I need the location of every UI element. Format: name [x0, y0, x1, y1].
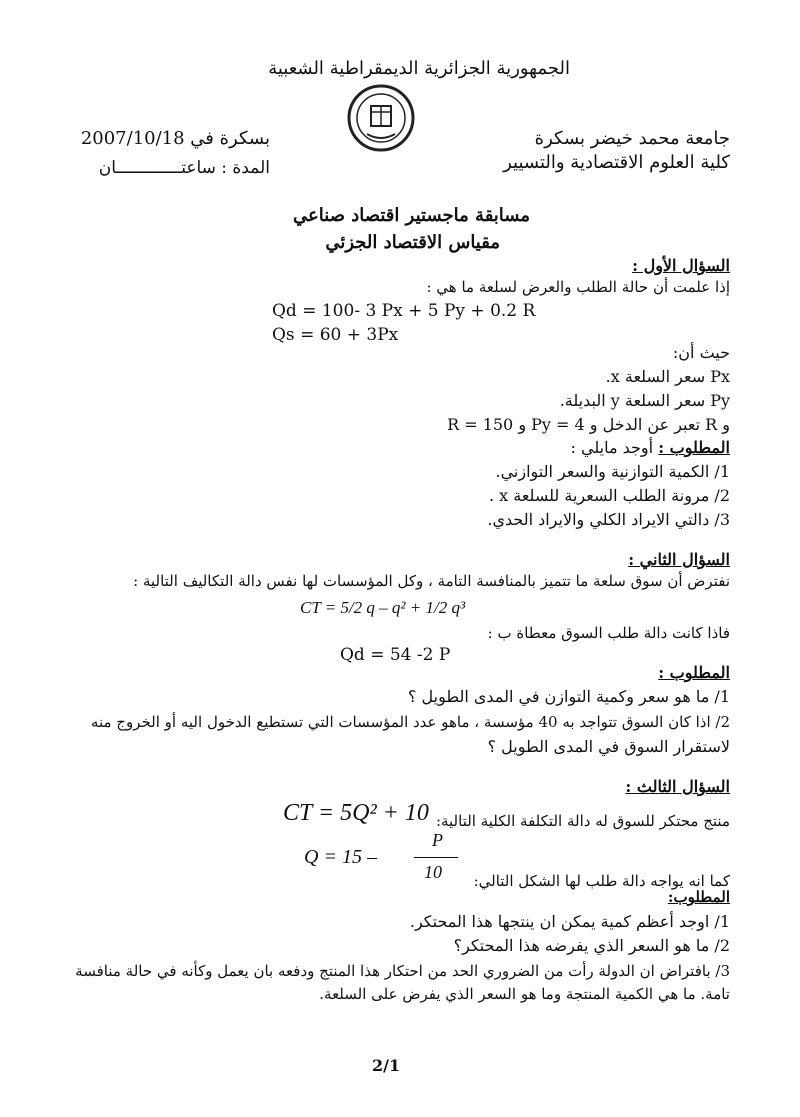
exam-subject: مقياس الاقتصاد الجزئي	[325, 232, 500, 253]
faculty-name: كلية العلوم الاقتصادية والتسيير	[503, 152, 730, 173]
q2-heading: السؤال الثاني :	[628, 550, 730, 569]
q3-demand-numerator: P	[432, 830, 443, 850]
q1-def-py: Py سعر السلعة y البديلة.	[559, 391, 730, 410]
q3-item-3-cont: تامة. ما هي الكمية المنتجة وما هو السعر الذي يفرض على السلعة.	[319, 985, 730, 1003]
q2-cost-function: CT = 5/2 q – q² + 1/2 q³	[300, 598, 466, 617]
q1-item-2: 2/ مرونة الطلب السعرية للسلعة x .	[488, 486, 730, 505]
university-logo-icon	[340, 82, 422, 154]
q3-item-1: 1/ اوجد أعظم كمية يمكن ان ينتجها هذا المحتكر.	[409, 912, 730, 931]
q3-heading: السؤال الثالث :	[625, 777, 730, 796]
q1-required-text: أوجد مايلي :	[570, 438, 654, 457]
exam-duration: المدة : ساعتـــــــــــــان	[98, 158, 270, 178]
page-number: 2/1	[372, 1056, 401, 1075]
q3-required-label: المطلوب:	[667, 888, 730, 906]
exam-title: مسابقة ماجستير اقتصاد صناعي	[293, 205, 530, 226]
university-name: جامعة محمد خيضر بسكرة	[534, 128, 730, 149]
place-date: بسكرة في 2007/10/18	[80, 128, 270, 149]
q2-demand-function: Qd = 54 -2 P	[340, 645, 451, 665]
q2-intro: نفترض أن سوق سلعة ما تتميز بالمنافسة التامة ، وكل المؤسسات لها نفس دالة التكاليف التالية :	[133, 572, 730, 590]
q1-supply-equation: Qs = 60 + 3Px	[272, 325, 399, 345]
q1-item-1: 1/ الكمية التوازنية والسعر التوازني.	[495, 462, 730, 481]
q2-demand-intro: فاذا كانت دالة طلب السوق معطاة ب :	[487, 624, 730, 642]
q3-fraction-bar	[414, 857, 458, 858]
q1-def-r: و R تعبر عن الدخل و Py = 4 و R = 150	[447, 415, 730, 434]
q1-required-label: المطلوب :	[658, 438, 730, 457]
q1-demand-equation: Qd = 100- 3 Px + 5 Py + 0.2 R	[272, 301, 536, 321]
q1-item-3: 3/ دالتي الايراد الكلي والايراد الحدي.	[487, 510, 730, 529]
q2-required-label: المطلوب :	[658, 663, 730, 682]
q2-item-1: 1/ ما هو سعر وكمية التوازن في المدى الطويل ؟	[407, 687, 730, 706]
q3-demand-denominator: 10	[424, 862, 442, 882]
q3-item-3: 3/ بافتراض ان الدولة رأت من الضروري الحد من احتكار هذا المنتج ودفعه بان يعمل وكأنه في حالة منافسة	[75, 962, 730, 980]
q1-required	[450, 438, 730, 457]
q1-intro: إذا علمت أن حالة الطلب والعرض لسلعة ما هي :	[426, 278, 730, 296]
q2-item-2-cont: لاستقرار السوق في المدى الطويل ؟	[487, 737, 730, 756]
q1-where: حيث أن:	[672, 343, 730, 362]
republic-title: الجمهورية الجزائرية الديمقراطية الشعبية	[268, 58, 570, 79]
q2-item-2: 2/ اذا كان السوق تتواجد به 40 مؤسسة ، ماهو عدد المؤسسات التي تستطيع الدخول اليه أو الخروج منه	[90, 713, 730, 731]
q3-demand-lhs: Q = 15 –	[304, 846, 377, 868]
q3-intro-cost: منتج محتكر للسوق له دالة التكلفة الكلية التالية:	[435, 812, 730, 830]
q1-def-px: Px سعر السلعة x.	[605, 367, 730, 386]
q1-heading: السؤال الأول :	[632, 256, 730, 275]
q3-cost-function: CT = 5Q² + 10	[283, 800, 429, 826]
q3-item-2: 2/ ما هو السعر الذي يفرضه هذا المحتكر؟	[453, 936, 730, 955]
q3-intro-demand: كما انه يواجه دالة طلب لها الشكل التالي:	[473, 872, 730, 890]
